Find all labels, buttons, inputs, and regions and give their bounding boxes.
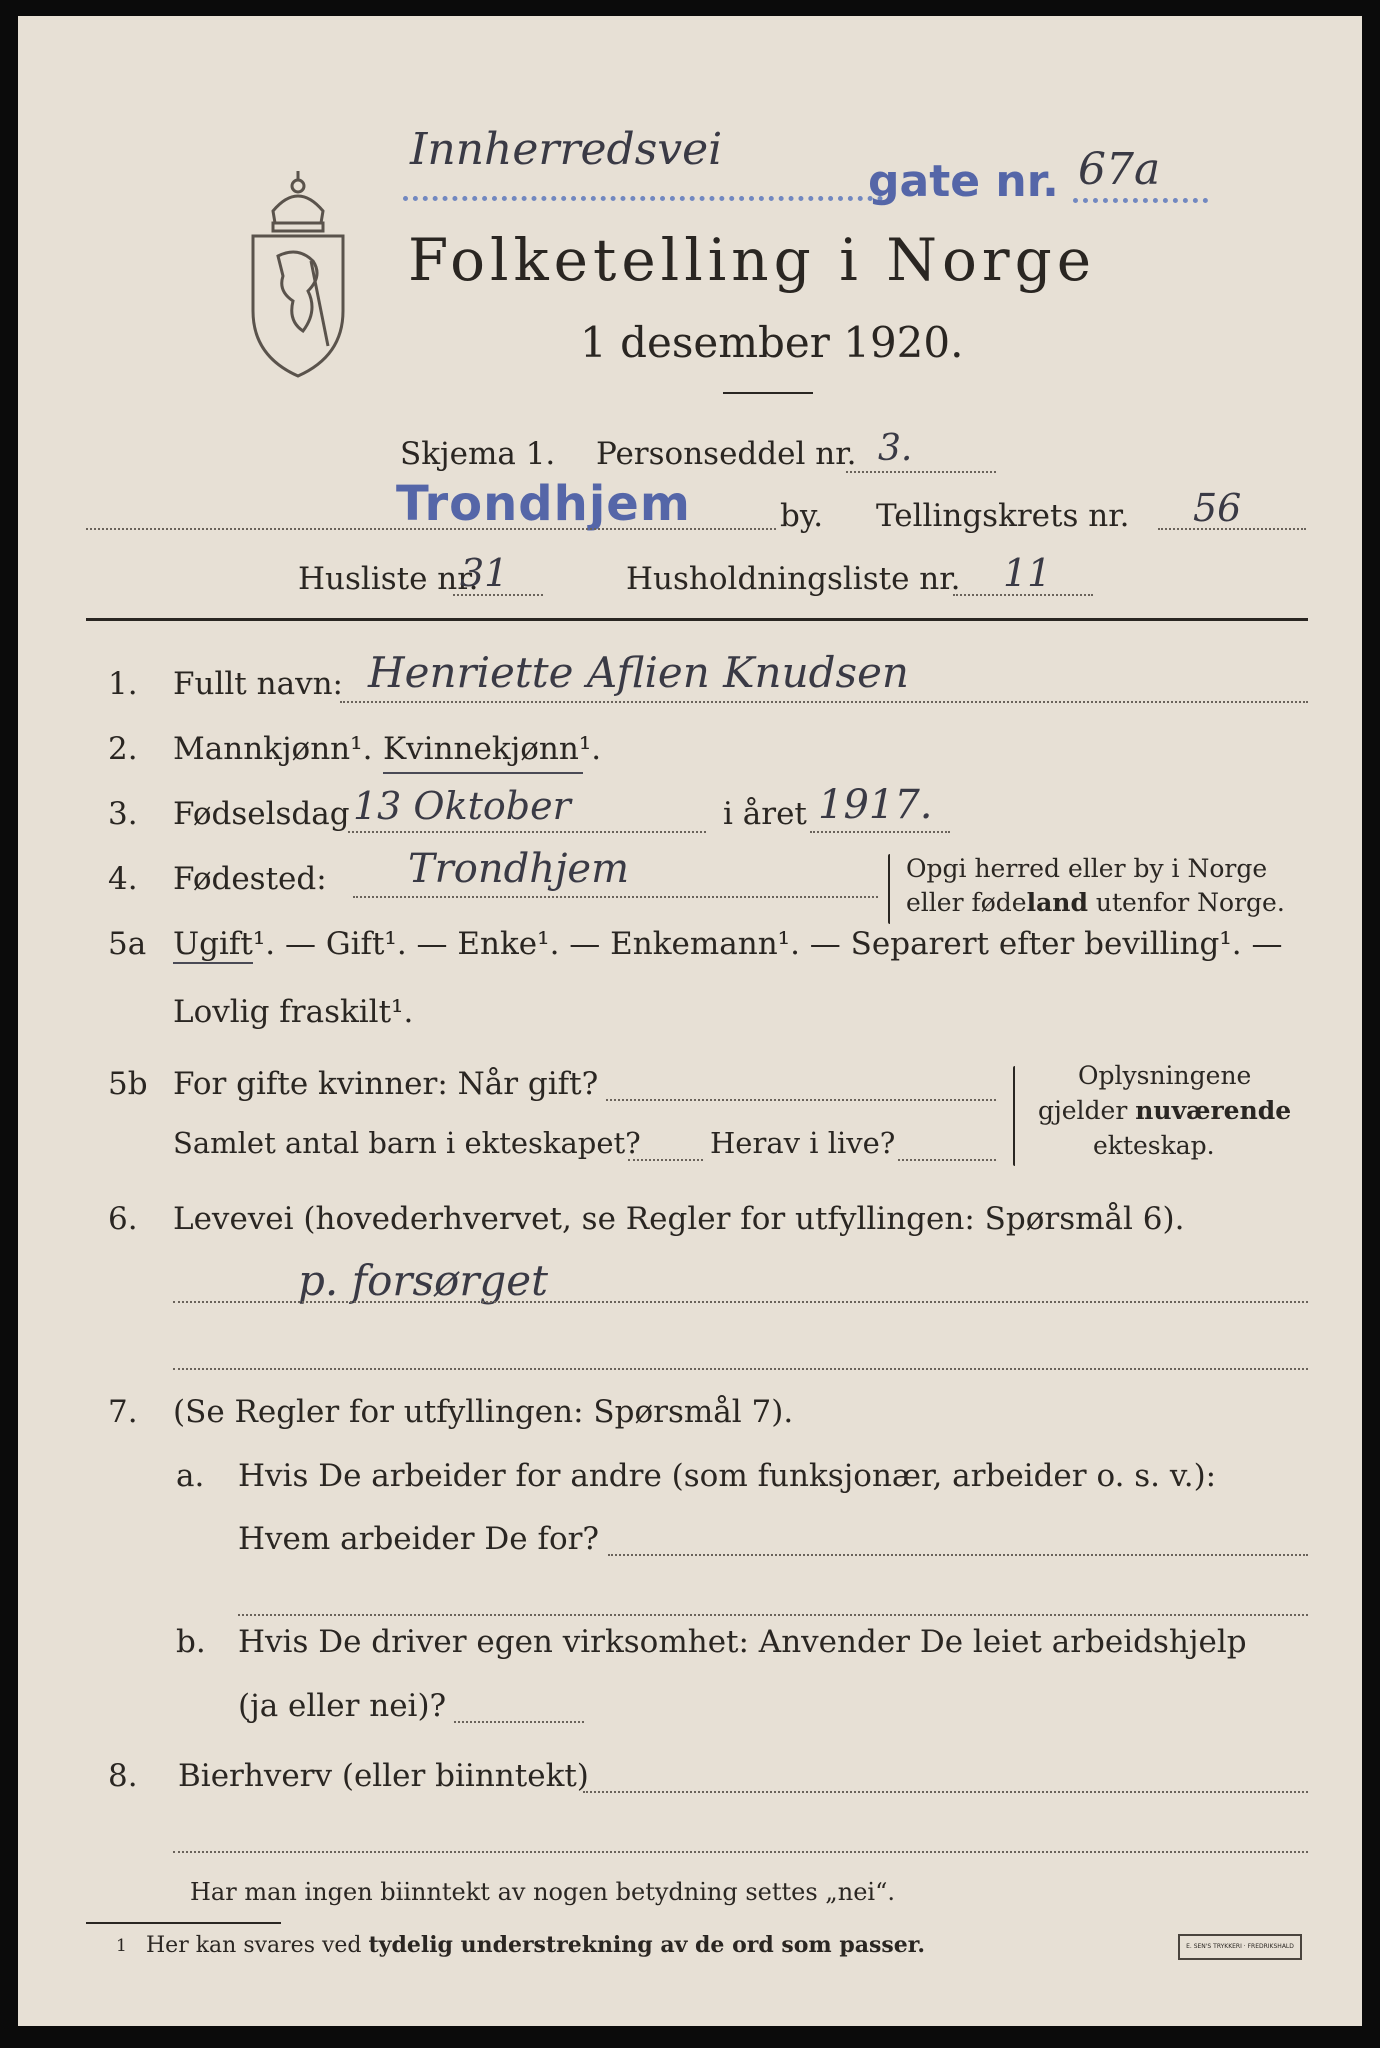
personseddel-value: 3.	[878, 428, 913, 469]
title-divider	[723, 392, 813, 394]
q5b-line1	[606, 1099, 996, 1101]
q6-line2	[173, 1368, 1308, 1370]
q5b-brace	[1013, 1066, 1015, 1166]
q6-number: 6.	[108, 1201, 138, 1237]
footer-note: Har man ingen biinntekt av nogen betydning settes „nei“.	[190, 1878, 895, 1906]
footnote-text: Her kan svares ved tydelig understrekning av de ord som passer.	[146, 1932, 926, 1958]
husliste-value: 31	[460, 551, 509, 595]
q7a-letter: a.	[176, 1458, 205, 1494]
q5a-options: Ugift¹. — Gift¹. — Enke¹. — Enkemann¹. — Separert efter bevilling¹. —	[173, 926, 1283, 962]
q7-label: (Se Regler for utfyllingen: Spørsmål 7).	[173, 1394, 794, 1430]
husholdning-value: 11	[1003, 551, 1052, 595]
q6-label: Levevei (hovederhvervet, se Regler for utfyllingen: Spørsmål 6).	[173, 1201, 1185, 1237]
q3-day-line	[348, 831, 706, 833]
q7a-text: Hvis De arbeider for andre (som funksjonær, arbeider o. s. v.):	[238, 1458, 1217, 1494]
footnote-divider	[86, 1922, 281, 1924]
q2-number: 2.	[108, 731, 138, 767]
q5b-number: 5b	[108, 1066, 148, 1102]
street-number-underline	[1073, 198, 1208, 203]
q5b-note3: ekteskap.	[1093, 1131, 1215, 1160]
q7b-line2: (ja eller nei)?	[238, 1688, 447, 1724]
q5b-label2: Samlet antal barn i ekteskapet?	[173, 1126, 641, 1160]
q7b-text: Hvis De driver egen virksomhet: Anvender De leiet arbeidshjelp	[238, 1624, 1247, 1660]
form-title: Folketelling i Norge	[408, 226, 1097, 294]
q3-number: 3.	[108, 796, 138, 832]
tellingskrets-value: 56	[1193, 486, 1242, 530]
street-number: 67a	[1078, 144, 1161, 195]
personseddel-line	[846, 471, 996, 473]
q5b-note2: gjelder nuværende	[1038, 1096, 1292, 1125]
q5a-number: 5a	[108, 926, 147, 962]
q5b-line3	[898, 1159, 996, 1161]
census-form	[18, 16, 1362, 2026]
street-name-handwritten: Innherredsvei	[410, 124, 723, 175]
census-date: 1 desember 1920.	[580, 318, 964, 367]
q4-line	[353, 896, 878, 898]
q7b-answer-line	[454, 1721, 584, 1723]
footnote-number: 1	[116, 1936, 127, 1956]
q2-mann: Mannkjønn¹.	[173, 731, 373, 767]
q3-label: Fødselsdag	[173, 796, 350, 832]
q4-note-line1: Opgi herred eller by i Norge	[906, 854, 1268, 883]
printer-mark: E. SEN'S TRYKKERI · FREDRIKSHALD	[1178, 1934, 1302, 1960]
q7b-letter: b.	[176, 1624, 206, 1660]
q7a-line2: Hvem arbeider De for?	[238, 1521, 600, 1557]
q7a-answer-line2	[238, 1614, 1308, 1616]
q3-year-label: i året	[723, 796, 807, 832]
q3-year: 1917.	[818, 782, 933, 828]
q1-label: Fullt navn:	[173, 666, 343, 702]
q4-note-line2: eller fødeland utenfor Norge.	[906, 888, 1285, 917]
q4-answer: Trondhjem	[408, 846, 630, 892]
personseddel-label: Personseddel nr.	[596, 436, 857, 472]
q5b-line2	[628, 1159, 703, 1161]
section-divider	[86, 618, 1308, 621]
q7-number: 7.	[108, 1394, 138, 1430]
q4-label: Fødested:	[173, 861, 327, 897]
q1-line	[340, 701, 1308, 703]
schema-label: Skjema 1.	[400, 436, 556, 472]
by-label: by.	[780, 498, 824, 534]
q7a-answer-line1	[608, 1554, 1308, 1556]
q3-day: 13 Oktober	[353, 784, 571, 828]
q6-line1	[173, 1301, 1308, 1303]
tellingskrets-label: Tellingskrets nr.	[876, 498, 1130, 534]
q2-kvinne: Kvinnekjønn¹.	[383, 731, 602, 767]
q6-answer: p. forsørget	[298, 1256, 549, 1305]
q5a-ugift-underlined: Ugift	[173, 926, 253, 962]
q4-number: 4.	[108, 861, 138, 897]
q2-underline	[383, 772, 583, 774]
coat-of-arms-icon	[243, 161, 353, 381]
husliste-label: Husliste nr.	[298, 561, 479, 597]
city-stamp: Trondhjem	[396, 476, 691, 532]
city-line	[86, 528, 776, 530]
q8-number: 8.	[108, 1758, 138, 1794]
q8-line2	[173, 1851, 1308, 1853]
q5b-note1: Oplysningene	[1078, 1061, 1252, 1090]
q5b-label3: Herav i live?	[710, 1126, 896, 1160]
husholdning-label: Husholdningsliste nr.	[626, 561, 961, 597]
q5a-line2: Lovlig fraskilt¹.	[173, 994, 414, 1030]
q4-brace	[888, 854, 890, 924]
q1-number: 1.	[108, 666, 138, 702]
street-suffix-stamp: gate nr.	[868, 156, 1059, 207]
q1-answer: Henriette Aflien Knudsen	[368, 648, 909, 697]
q8-line1	[583, 1791, 1308, 1793]
q3-year-line	[810, 831, 950, 833]
street-underline	[403, 196, 883, 201]
q5b-label1: For gifte kvinner: Når gift?	[173, 1066, 599, 1102]
q8-label: Bierhverv (eller biinntekt)	[178, 1758, 589, 1794]
